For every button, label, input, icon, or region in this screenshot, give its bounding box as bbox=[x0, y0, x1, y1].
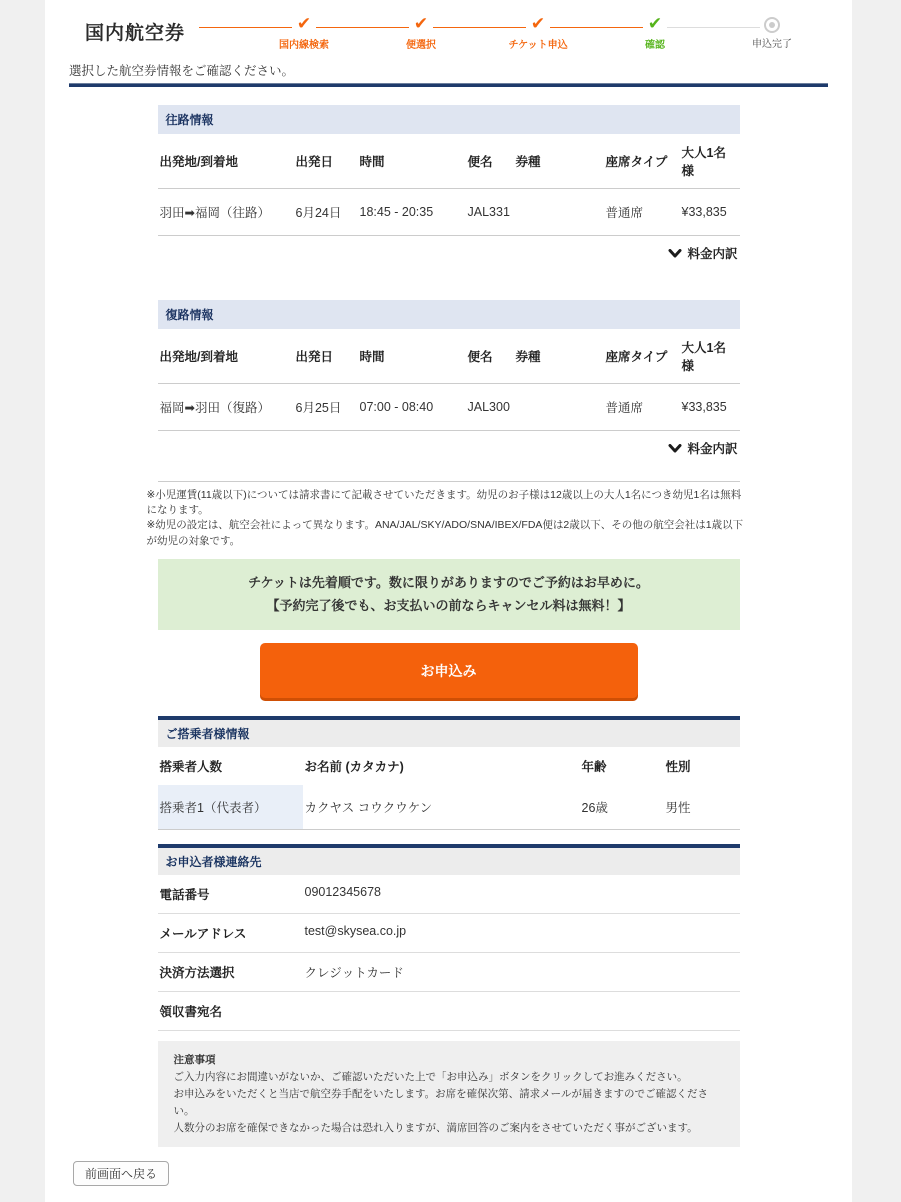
back-button[interactable]: 前画面へ戻る bbox=[73, 1161, 169, 1186]
col-price: 大人1名様 bbox=[680, 329, 740, 384]
note-infant-fare: ※幼児の設定は、航空会社によって異なります。ANA/JAL/SKY/ADO/SNA/IBEX/FDA便は2歳以下、その他の航空会社は1歳以下が幼児の対象です。 bbox=[146, 519, 744, 547]
step-label: 便選択 bbox=[406, 40, 437, 51]
promo-line2: 【予約完了後でも、お支払いの前ならキャンセル料は無料！】 bbox=[266, 597, 631, 613]
check-icon: ✔ bbox=[530, 14, 546, 33]
price-cell: ¥33,835 bbox=[680, 189, 740, 236]
col-date: 出発日 bbox=[294, 134, 358, 189]
contact-row-email bbox=[158, 914, 740, 953]
check-icon: ✔ bbox=[413, 14, 429, 33]
outbound-section-title: 往路情報 bbox=[158, 105, 740, 134]
flight-cell: JAL331 bbox=[466, 189, 514, 236]
passenger-section bbox=[158, 716, 740, 830]
passenger-name-cell: カクヤス コウクウケン bbox=[303, 785, 580, 830]
date-cell: 6月24日 bbox=[294, 189, 358, 236]
check-icon: ✔ bbox=[647, 14, 663, 33]
time-cell: 07:00 - 08:40 bbox=[358, 384, 466, 431]
radio-circle-icon bbox=[764, 17, 780, 33]
phone-value: 09012345678 bbox=[304, 885, 381, 900]
contact-section bbox=[158, 844, 740, 1031]
fare-link-label: 料金内訳 bbox=[687, 247, 738, 261]
stepper-line bbox=[667, 27, 760, 28]
stepper-line bbox=[199, 27, 292, 28]
inbound-fare-breakdown-link[interactable] bbox=[668, 439, 737, 457]
promo-line1: チケットは先着順です。数に限りがありますのでご予約はお早めに。 bbox=[248, 574, 649, 590]
seat-cell: 普通席 bbox=[604, 384, 680, 431]
passenger-header-row bbox=[158, 747, 740, 785]
page-title: 国内航空券 bbox=[85, 23, 186, 44]
col-flight: 便名 bbox=[466, 329, 514, 384]
step-ticket-apply bbox=[508, 14, 568, 51]
step-label: 申込完了 bbox=[752, 39, 793, 50]
notice-line3: 人数分のお席を確保できなかった場合は恐れ入りますが、満席回答のご案内をさせていただく事がございます。 bbox=[173, 1121, 698, 1134]
header bbox=[69, 12, 828, 51]
outbound-row bbox=[158, 189, 740, 236]
date-cell: 6月25日 bbox=[294, 384, 358, 431]
step-label: チケット申込 bbox=[508, 40, 568, 51]
receipt-name-value bbox=[303, 992, 740, 1030]
col-name-katakana: お名前 (カタカナ) bbox=[304, 760, 404, 775]
chevron-down-icon bbox=[668, 444, 682, 453]
step-label: 国内線検索 bbox=[279, 40, 330, 51]
step-confirm bbox=[643, 14, 667, 51]
passenger-table bbox=[158, 747, 740, 830]
col-gender: 性別 bbox=[665, 760, 691, 775]
col-date: 出発日 bbox=[294, 329, 358, 384]
contact-row-phone bbox=[158, 875, 740, 914]
inbound-header-row bbox=[158, 329, 740, 384]
passenger-age-cell: 26歳 bbox=[580, 785, 664, 830]
passenger-row bbox=[158, 785, 740, 830]
outbound-section bbox=[158, 105, 740, 270]
notice-box bbox=[158, 1041, 740, 1147]
flight-cell: JAL300 bbox=[466, 384, 514, 431]
receipt-name-label: 領収書宛名 bbox=[159, 1005, 223, 1020]
col-route: 出発地/到着地 bbox=[158, 329, 294, 384]
progress-stepper bbox=[199, 14, 828, 51]
route-cell: 羽田➡福岡（往路） bbox=[158, 189, 294, 236]
notes-divider bbox=[158, 481, 740, 482]
col-time: 時間 bbox=[358, 134, 466, 189]
contact-row-receipt bbox=[158, 992, 740, 1031]
passenger-gender-cell: 男性 bbox=[664, 785, 740, 830]
stepper-line bbox=[316, 27, 409, 28]
phone-label: 電話番号 bbox=[159, 888, 210, 903]
col-seat: 座席タイプ bbox=[604, 329, 680, 384]
step-flight-select bbox=[406, 14, 437, 51]
page-container bbox=[45, 0, 852, 1202]
step-complete bbox=[752, 14, 793, 50]
ticket-type-cell bbox=[514, 384, 604, 431]
apply-button[interactable]: お申込み bbox=[260, 643, 638, 698]
col-age: 年齢 bbox=[581, 760, 607, 775]
col-price: 大人1名様 bbox=[680, 134, 740, 189]
email-label: メールアドレス bbox=[159, 927, 247, 942]
route-cell: 福岡➡羽田（復路） bbox=[158, 384, 294, 431]
inbound-row bbox=[158, 384, 740, 431]
col-ticket-type: 券種 bbox=[514, 329, 604, 384]
col-ticket-type: 券種 bbox=[514, 134, 604, 189]
stepper-line bbox=[550, 27, 643, 28]
confirm-instruction: 選択した航空券情報をご確認ください。 bbox=[69, 64, 295, 78]
contact-row-payment bbox=[158, 953, 740, 992]
notice-title: 注意事項 bbox=[173, 1054, 216, 1067]
promo-box bbox=[158, 559, 740, 631]
email-value: test@skysea.co.jp bbox=[304, 924, 407, 939]
notice-line2: お申込みをいただくと当店で航空券手配をいたします。お席を確保次第、請求メールが届きますのでご確認ください。 bbox=[173, 1087, 708, 1117]
notice-line1: ご入力内容にお間違いがないか、ご確認いただいた上で「お申込み」ボタンをクリックしてお進みください。 bbox=[173, 1071, 688, 1084]
check-icon: ✔ bbox=[296, 14, 312, 33]
step-search bbox=[279, 14, 330, 51]
col-seat: 座席タイプ bbox=[604, 134, 680, 189]
col-time: 時間 bbox=[358, 329, 466, 384]
col-passenger-count: 搭乗者人数 bbox=[159, 760, 223, 775]
col-route: 出発地/到着地 bbox=[158, 134, 294, 189]
contact-section-title: お申込者様連絡先 bbox=[158, 847, 740, 875]
payment-method-value: クレジットカード bbox=[304, 966, 404, 981]
time-cell: 18:45 - 20:35 bbox=[358, 189, 466, 236]
fare-link-label: 料金内訳 bbox=[687, 442, 738, 456]
outbound-fare-breakdown-link[interactable] bbox=[668, 244, 737, 262]
note-child-fare: ※小児運賃(11歳以下)については請求書にて記載させていただきます。幼児のお子様は12歳以上の大人1名につき幼児1名は無料になります。 bbox=[146, 489, 742, 517]
inbound-table bbox=[158, 329, 740, 431]
price-cell: ¥33,835 bbox=[680, 384, 740, 431]
passenger-label-cell: 搭乗者1（代表者） bbox=[158, 785, 303, 830]
ticket-type-cell bbox=[514, 189, 604, 236]
seat-cell: 普通席 bbox=[604, 189, 680, 236]
inbound-section-title: 復路情報 bbox=[158, 300, 740, 329]
step-label: 確認 bbox=[645, 40, 666, 51]
stepper-line bbox=[433, 27, 526, 28]
inbound-section bbox=[158, 300, 740, 465]
payment-method-label: 決済方法選択 bbox=[159, 966, 235, 981]
outbound-table bbox=[158, 134, 740, 236]
passenger-section-title: ご搭乗者様情報 bbox=[158, 719, 740, 747]
chevron-down-icon bbox=[668, 249, 682, 258]
fare-notes bbox=[147, 488, 751, 549]
col-flight: 便名 bbox=[466, 134, 514, 189]
outbound-header-row bbox=[158, 134, 740, 189]
